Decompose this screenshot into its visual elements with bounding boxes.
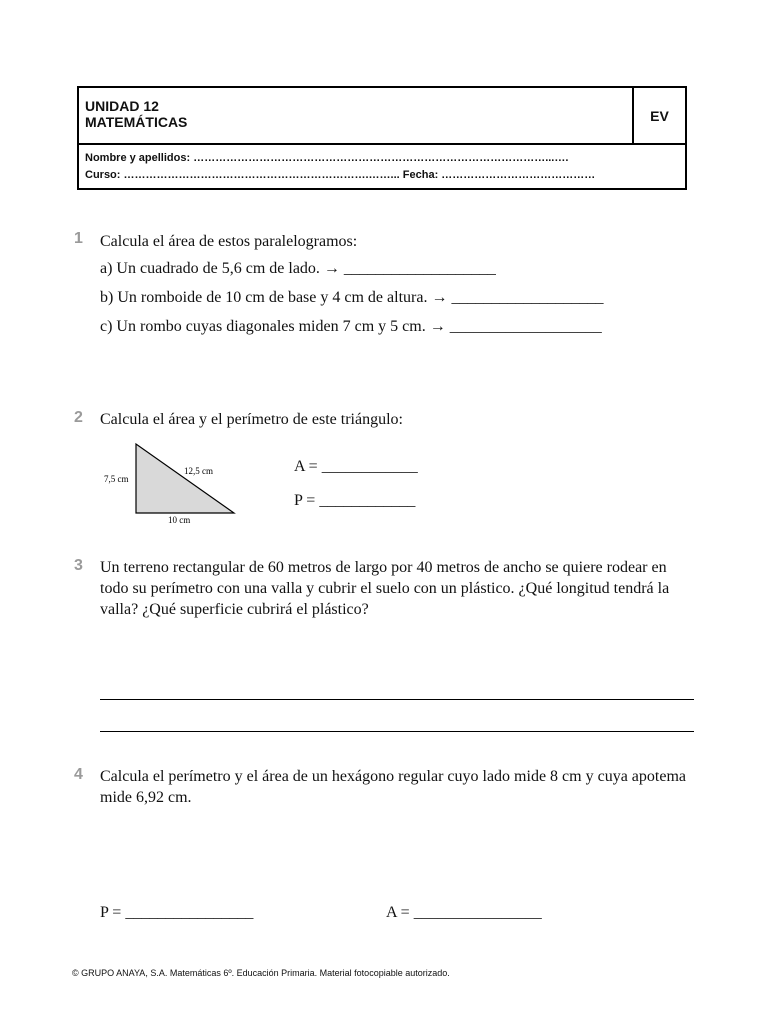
question-1-item-c[interactable]: c) Un rombo cuyas diagonales miden 7 cm y 5 cm. → ___________________ bbox=[100, 318, 602, 335]
question-2-perimeter-answer[interactable]: P = ____________ bbox=[294, 492, 416, 509]
right-triangle-figure bbox=[100, 440, 260, 530]
triangle-base-label: 10 cm bbox=[168, 515, 191, 525]
unit-title bbox=[85, 98, 187, 130]
student-info bbox=[85, 150, 595, 184]
question-3-number: 3 bbox=[74, 557, 83, 574]
evaluation-code: EV bbox=[632, 88, 685, 143]
question-2-number: 2 bbox=[74, 409, 83, 426]
triangle-shape bbox=[136, 444, 234, 513]
question-1-item-b[interactable]: b) Un romboide de 10 cm de base y 4 cm de altura. → ___________________ bbox=[100, 289, 604, 306]
question-3-answer-line-2[interactable] bbox=[100, 731, 694, 732]
question-4-text: Calcula el perímetro y el área de un hexágono regular cuyo lado mide 8 cm y cuya apotema mide 6,92 cm. bbox=[100, 768, 686, 806]
course-date-field[interactable]: Curso: ………………………………………………………….……... Fecha: …………………………………… bbox=[85, 169, 596, 181]
question-1-item-a[interactable]: a) Un cuadrado de 5,6 cm de lado. → ___________________ bbox=[100, 260, 496, 277]
header-title-row bbox=[79, 88, 685, 145]
triangle-side-left-label: 7,5 cm bbox=[104, 474, 129, 484]
worksheet-header bbox=[77, 86, 687, 190]
unit-number: UNIDAD 12 bbox=[85, 98, 159, 114]
question-1-prompt: Calcula el área de estos paralelogramos: bbox=[100, 233, 358, 250]
question-4-number: 4 bbox=[74, 766, 83, 783]
question-3-answer-line-1[interactable] bbox=[100, 699, 694, 700]
copyright-footer: © GRUPO ANAYA, S.A. Matemáticas 6º. Educación Primaria. Material fotocopiable autorizado. bbox=[72, 968, 450, 978]
name-field[interactable]: Nombre y apellidos: ……………………………………………………………………………………...…. bbox=[85, 152, 569, 164]
question-2-prompt: Calcula el área y el perímetro de este triángulo: bbox=[100, 411, 403, 428]
subject-title: MATEMÁTICAS bbox=[85, 114, 188, 130]
triangle-hypotenuse-label: 12,5 cm bbox=[184, 466, 213, 476]
question-4-area-answer[interactable]: A = ________________ bbox=[386, 904, 542, 921]
question-3-text: Un terreno rectangular de 60 metros de largo por 40 metros de ancho se quiere rodear en todo su perímetro con una valla y cubrir el suelo con un plástico. ¿Qué longitud tendrá la valla? ¿Qué superficie cubrirá el plástico? bbox=[100, 559, 670, 618]
question-2-area-answer[interactable]: A = ____________ bbox=[294, 458, 418, 475]
question-1-number: 1 bbox=[74, 230, 83, 247]
question-4-perimeter-answer[interactable]: P = ________________ bbox=[100, 904, 254, 921]
